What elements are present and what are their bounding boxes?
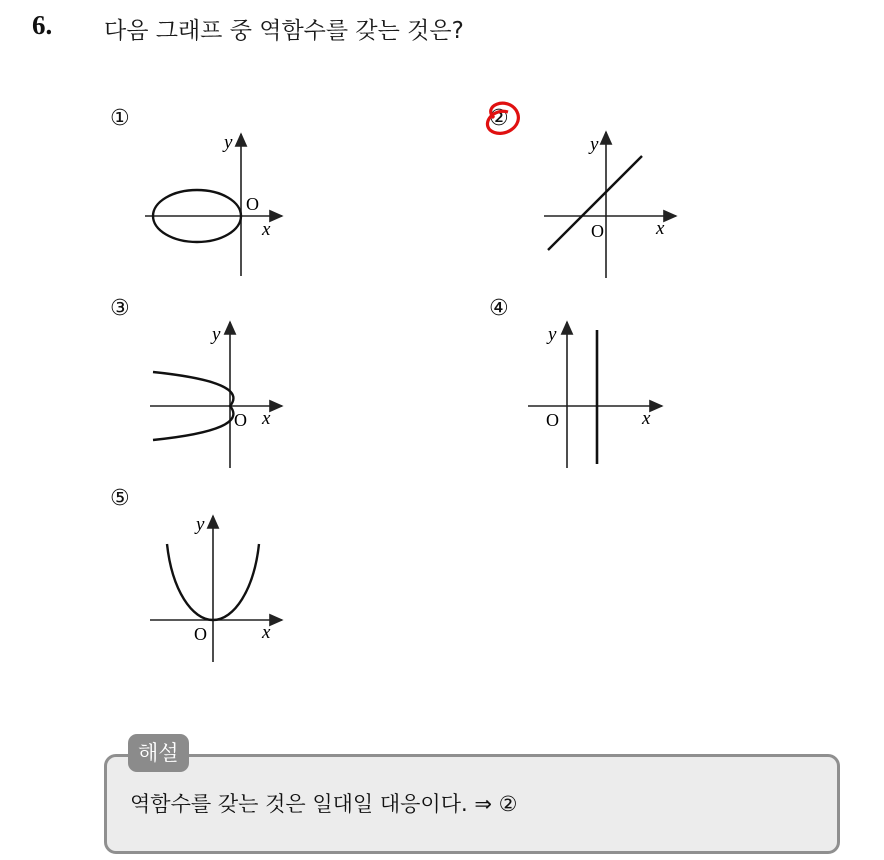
y-axis-label: y <box>548 324 557 345</box>
choice-marker-5: ⑤ <box>110 486 130 511</box>
x-axis-label: x <box>262 622 271 643</box>
graph-parabola <box>100 480 320 670</box>
y-axis-label: y <box>224 132 233 153</box>
choice-5[interactable] <box>100 480 320 670</box>
x-axis-label: x <box>262 219 271 240</box>
origin-label: O <box>546 410 559 430</box>
choice-1[interactable] <box>100 100 320 290</box>
choice-3[interactable] <box>100 290 320 480</box>
choice-marker-1: ① <box>110 106 130 131</box>
x-axis-label: x <box>262 408 271 429</box>
choice-marker-3: ③ <box>110 296 130 321</box>
selection-circle-icon <box>487 103 518 133</box>
explanation-tag: 해설 <box>128 734 189 772</box>
origin-label: O <box>246 194 259 214</box>
choice-marker-2: ② <box>489 106 509 131</box>
choice-2[interactable] <box>480 100 700 290</box>
choice-marker-4: ④ <box>489 296 509 321</box>
graph-line <box>480 100 700 290</box>
choice-4[interactable] <box>480 290 700 480</box>
origin-label: O <box>591 221 604 241</box>
y-axis-label: y <box>196 514 205 535</box>
y-axis-label: y <box>212 324 221 345</box>
origin-label: O <box>194 624 207 644</box>
x-axis-label: x <box>642 408 651 429</box>
x-axis-label: x <box>656 218 665 239</box>
origin-label: O <box>234 410 247 430</box>
y-axis-label: y <box>590 134 599 155</box>
question-number: 6. <box>32 10 53 40</box>
graph-ellipse <box>100 100 320 290</box>
question-text: 다음 그래프 중 역함수를 갖는 것은? <box>104 18 464 44</box>
graph-vertical-line <box>480 290 700 480</box>
graph-sideways-parabola <box>100 290 320 480</box>
explanation-text: 역함수를 갖는 것은 일대일 대응이다. ⇒ ② <box>130 792 518 816</box>
